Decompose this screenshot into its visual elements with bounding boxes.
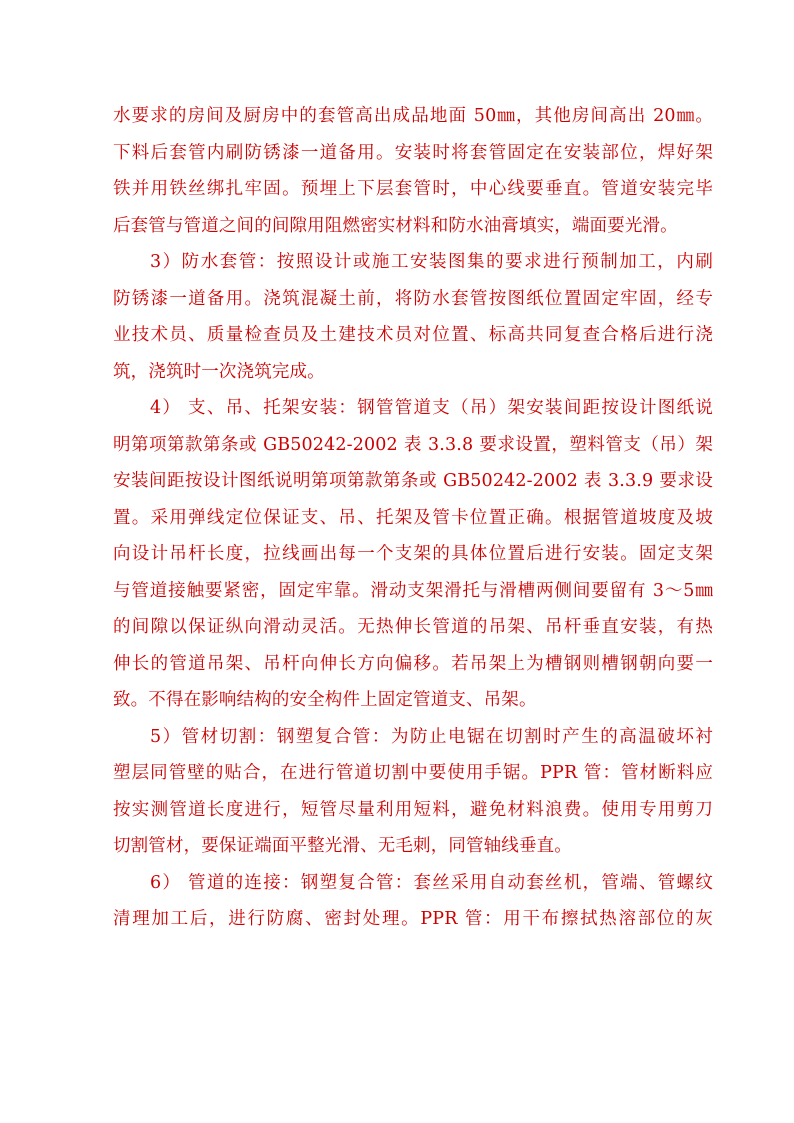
text-line: 4） 支、吊、托架安装：钢管管道支（吊）架安装间距按设计图纸说 [150,398,713,418]
text-line: 向设计吊杆长度，拉线画出每一个支架的具体位置后进行安装。固定支架 [113,544,713,564]
text-line: 清理加工后，进行防腐、密封处理。PPR 管：用干布擦拭热溶部位的灰 [113,909,713,929]
text-line: 筑，浇筑时一次浇筑完成。 [113,361,325,382]
text-line: 明第项第款第条或 GB50242-2002 表 3.3.8 要求设置，塑料管支（吊）架 [113,434,713,455]
text-line: 按实测管道长度进行，短管尽量利用短料，避免材料浪费。使用专用剪刀 [113,799,713,820]
paragraph-pipe-connection [113,865,713,938]
paragraph-sleeve-height [113,98,713,244]
paragraph-support-installation [113,390,713,719]
text-line: 置。采用弹线定位保证支、吊、托架及管卡位置正确。根据管道坡度及坡 [113,507,713,528]
paragraph-pipe-cutting [113,719,713,865]
text-line: 业技术员、质量检查员及土建技术员对位置、标高共同复查合格后进行浇 [113,325,713,345]
text-line: 下料后套管内刷防锈漆一道备用。安装时将套管固定在安装部位，焊好架 [113,142,713,163]
paragraph-waterproof-sleeve [113,244,713,390]
text-line: 3）防水套管：按照设计或施工安装图集的要求进行预制加工，内刷 [150,252,713,272]
text-line: 安装间距按设计图纸说明第项第款第条或 GB50242-2002 表 3.3.9 要求设 [113,471,713,491]
text-line: 致。不得在影响结构的安全构件上固定管道支、吊架。 [113,690,537,710]
text-line: 6） 管道的连接：钢塑复合管：套丝采用自动套丝机，管端、管螺纹 [150,872,713,893]
text-line: 防锈漆一道备用。浇筑混凝土前，将防水套管按图纸位置固定牢固，经专 [113,288,713,309]
text-line: 5）管材切割：钢塑复合管：为防止电锯在切割时产生的高温破坏衬 [150,726,713,747]
text-line: 切割管材，要保证端面平整光滑、无毛刺，同管轴线垂直。 [113,836,572,856]
text-line: 水要求的房间及厨房中的套管高出成品地面 50㎜，其他房间高出 20㎜。 [113,106,713,126]
document-body [113,98,713,938]
text-line: 后套管与管道之间的间隙用阻燃密实材料和防水油膏填实，端面要光滑。 [113,215,678,236]
text-line: 与管道接触要紧密，固定牢靠。滑动支架滑托与滑槽两侧间要留有 3～5㎜ [113,580,713,601]
text-line: 的间隙以保证纵向滑动灵活。无热伸长管道的吊架、吊杆垂直安装，有热 [113,617,713,637]
text-line: 铁并用铁丝绑扎牢固。预埋上下层套管时，中心线要垂直。管道安装完毕 [113,179,713,199]
text-line: 伸长的管道吊架、吊杆向伸长方向偏移。若吊架上为槽钢则槽钢朝向要一 [113,653,713,674]
text-line: 塑层同管壁的贴合，在进行管道切割中要使用手锯。PPR 管：管材断料应 [113,763,713,783]
